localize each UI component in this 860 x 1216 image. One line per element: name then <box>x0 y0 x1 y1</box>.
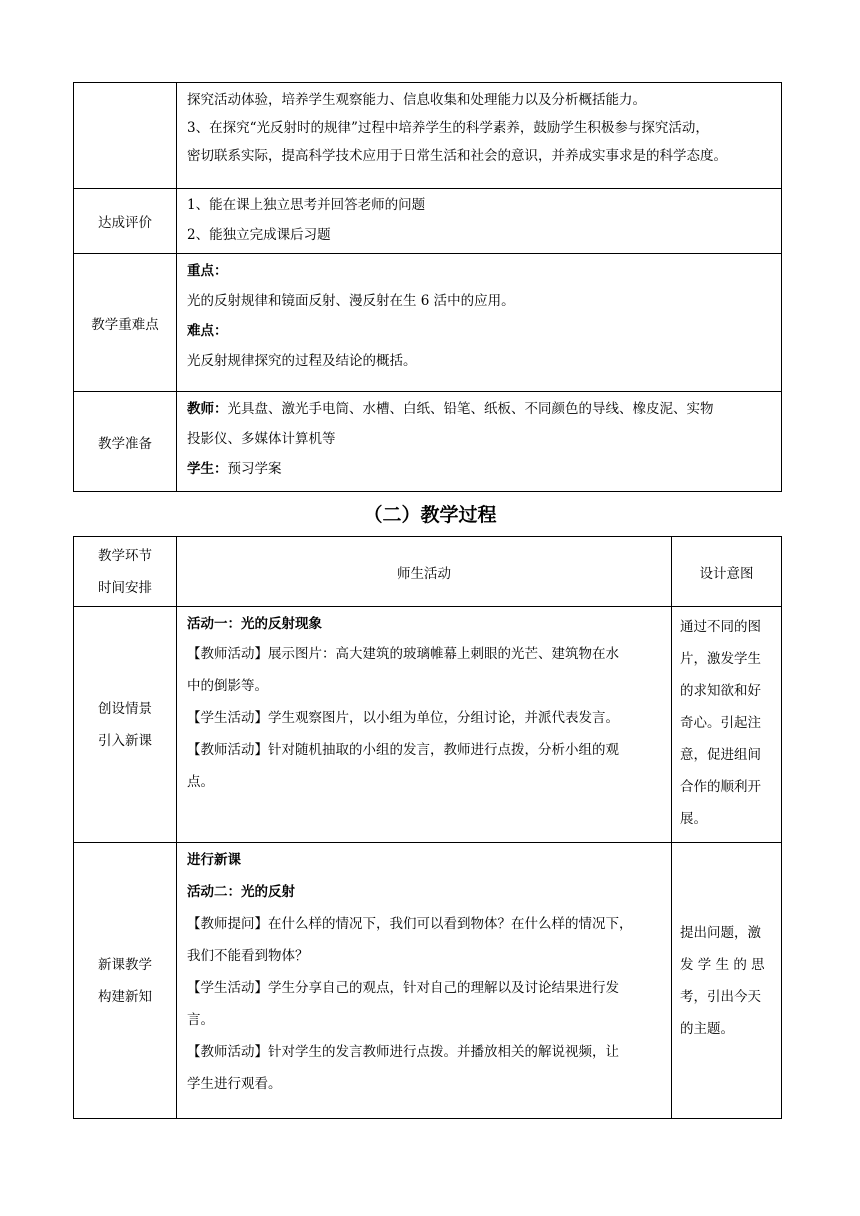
stage-2-line-2: 构建新知 <box>98 988 152 1005</box>
teacher-prep-title: 教师： <box>187 401 228 417</box>
stage-1-line-2: 引入新课 <box>98 732 152 749</box>
activity-2-heading: 活动二：光的反射 <box>187 884 295 900</box>
design-1-line-2: 片，激发学生 <box>680 651 761 667</box>
teacher-prep-text-2: 投影仪、多媒体计算机等 <box>187 431 336 447</box>
key-points-label: 教学重难点 <box>74 254 177 392</box>
activity-2-p3a: 【教师活动】针对学生的发言教师进行点拨。并播放相关的解说视频，让 <box>187 1044 619 1060</box>
stage-1-line-1: 创设情景 <box>98 700 152 717</box>
process-row-1 <box>74 607 782 843</box>
activity-1-heading: 活动一：光的反射现象 <box>187 616 322 632</box>
difficulty-title: 难点： <box>187 323 228 339</box>
design-1-line-7: 展。 <box>680 811 707 827</box>
activity-2-heading-0: 进行新课 <box>187 852 241 868</box>
design-1-line-4: 奇心。引起注 <box>680 715 761 731</box>
preparation-label: 教学准备 <box>74 392 177 492</box>
design-2-line-1: 提出问题，激 <box>680 924 761 941</box>
objectives-label-cell <box>74 83 177 189</box>
key-point-title: 重点： <box>187 263 228 279</box>
activity-1-p1a: 【教师活动】展示图片：高大建筑的玻璃帷幕上刺眼的光芒、建筑物在水 <box>187 646 619 662</box>
objectives-row <box>74 83 782 189</box>
activity-2-p3b: 学生进行观看。 <box>187 1076 282 1092</box>
stage-cell-1 <box>74 607 177 843</box>
design-1-line-3: 的求知欲和好 <box>680 683 761 699</box>
activity-cell-1 <box>177 607 672 843</box>
design-2-line-2: 发 学 生 的 思 <box>680 956 765 973</box>
header-activity-cell: 师生活动 <box>177 537 672 607</box>
teacher-prep-text-1: 光具盘、激光手电筒、水槽、白纸、铅笔、纸板、不同颜色的导线、橡皮泥、实物 <box>227 401 714 417</box>
stage-cell-2 <box>74 843 177 1119</box>
activity-1-p1b: 中的倒影等。 <box>187 678 268 694</box>
process-header-row <box>74 537 782 607</box>
activity-1-p3a: 【教师活动】针对随机抽取的小组的发言，教师进行点拨，分析小组的观 <box>187 742 619 758</box>
activity-2-p2a: 【学生活动】学生分享自己的观点，针对自己的理解以及讨论结果进行发 <box>187 980 619 996</box>
activity-2-p1b: 我们不能看到物体？ <box>187 948 309 964</box>
student-prep-title: 学生： <box>187 461 228 477</box>
objectives-cell <box>177 83 782 189</box>
design-2-line-4: 的主题。 <box>680 1020 734 1037</box>
objectives-line-2: 3、在探究“光反射时的规律”过程中培养学生的科学素养，鼓励学生积极参与探究活动， <box>187 120 709 136</box>
preparation-row <box>74 392 782 492</box>
design-cell-2 <box>672 843 782 1119</box>
process-row-2 <box>74 843 782 1119</box>
lesson-info-table <box>73 82 782 492</box>
objectives-line-3: 密切联系实际，提高科学技术应用于日常生活和社会的意识，并养成实事求是的科学态度。 <box>187 148 727 164</box>
design-2-line-3: 考，引出今天 <box>680 988 761 1005</box>
header-design-cell: 设计意图 <box>672 537 782 607</box>
section-title: （二）教学过程 <box>363 504 497 526</box>
evaluation-cell <box>177 189 782 254</box>
evaluation-line-1: 1、能在课上独立思考并回答老师的问题 <box>187 197 426 213</box>
header-stage-line-1: 教学环节 <box>98 547 152 564</box>
objectives-line-1: 探究活动体验，培养学生观察能力、信息收集和处理能力以及分析概括能力。 <box>187 92 646 108</box>
design-cell-1 <box>672 607 782 843</box>
activity-1-p3b: 点。 <box>187 774 214 790</box>
design-1-line-6: 合作的顺利开 <box>680 779 761 795</box>
activity-2-p1a: 【教师提问】在什么样的情况下，我们可以看到物体？在什么样的情况下， <box>187 916 633 932</box>
design-1-line-1: 通过不同的图 <box>680 619 761 635</box>
evaluation-line-2: 2、能独立完成课后习题 <box>187 227 331 243</box>
student-prep-text: 预习学案 <box>227 461 282 477</box>
activity-1-p2: 【学生活动】学生观察图片，以小组为单位，分组讨论，并派代表发言。 <box>187 710 619 726</box>
header-stage-cell <box>74 537 177 607</box>
preparation-cell <box>177 392 782 492</box>
design-1-line-5: 意，促进组间 <box>680 747 761 763</box>
key-points-cell <box>177 254 782 392</box>
difficulty-text: 光反射规律探究的过程及结论的概括。 <box>187 353 417 369</box>
teaching-process-table <box>73 536 782 1119</box>
activity-cell-2 <box>177 843 672 1119</box>
evaluation-label: 达成评价 <box>74 189 177 254</box>
key-point-text: 光的反射规律和镜面反射、漫反射在生 6 活中的应用。 <box>187 293 515 309</box>
key-points-row <box>74 254 782 392</box>
stage-2-line-1: 新课教学 <box>98 956 152 973</box>
evaluation-row <box>74 189 782 254</box>
header-stage-line-2: 时间安排 <box>98 579 152 596</box>
activity-2-p2b: 言。 <box>187 1012 214 1028</box>
